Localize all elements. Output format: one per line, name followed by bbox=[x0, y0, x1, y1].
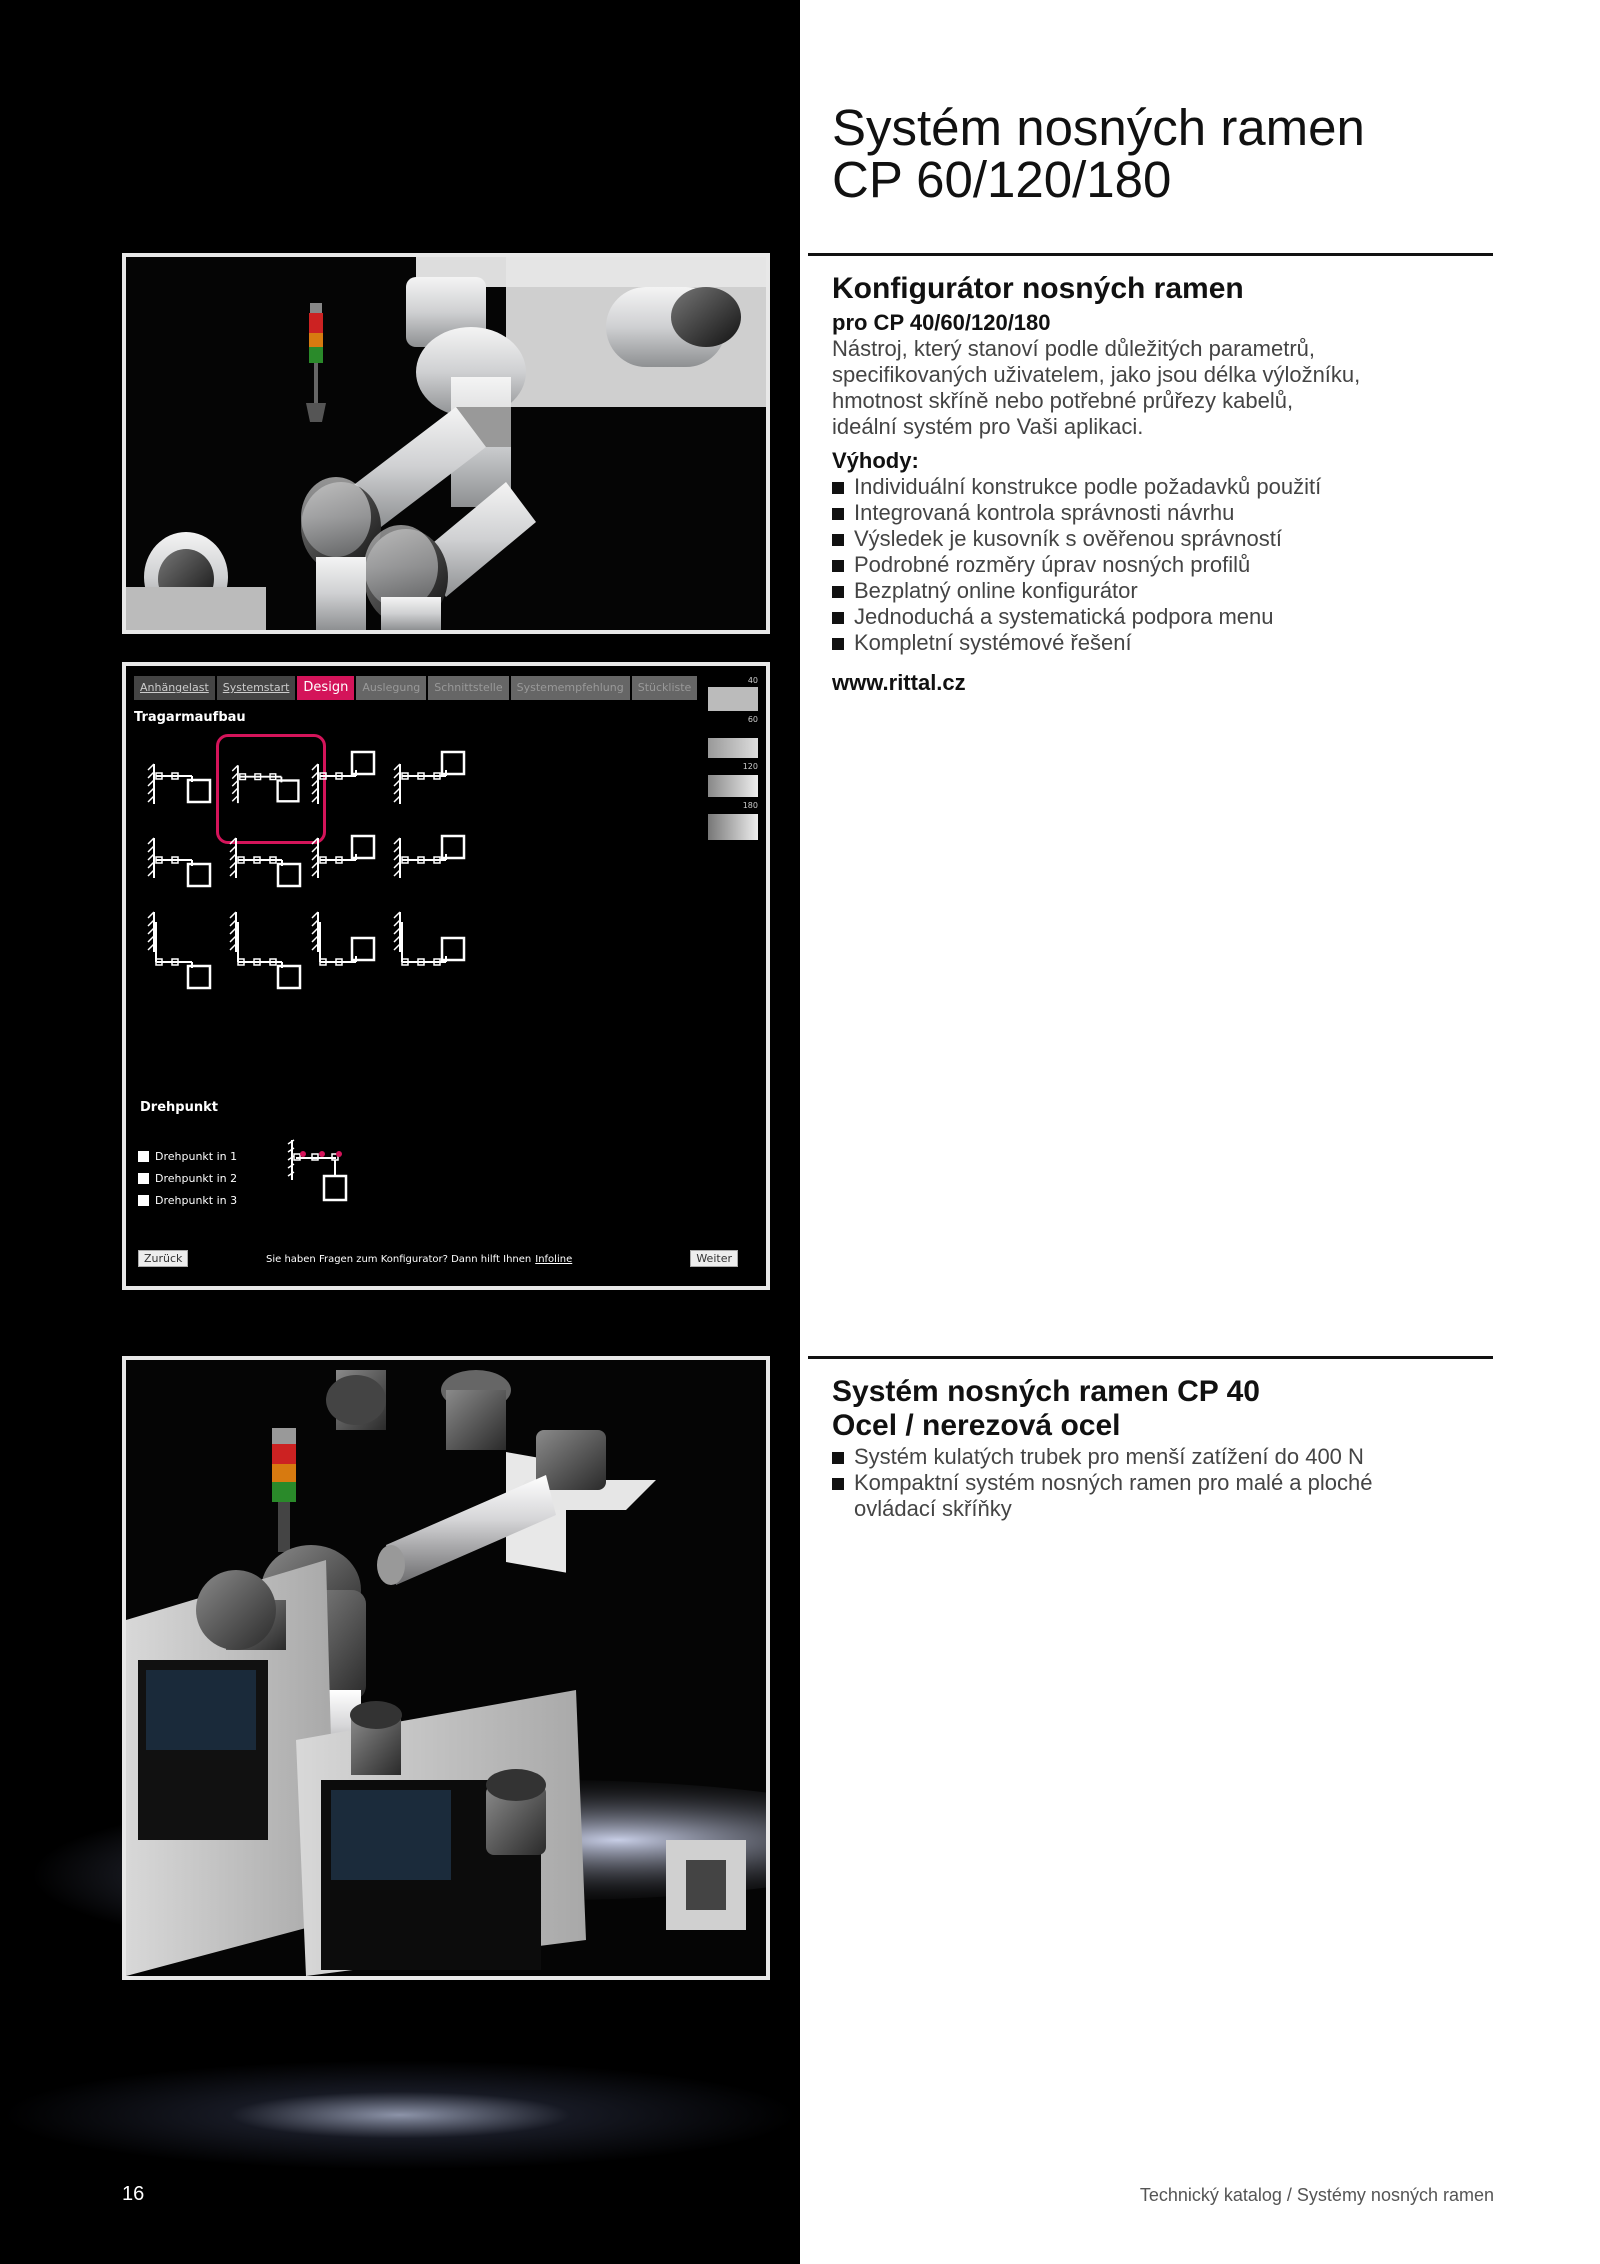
benefit-item: Kompletní systémové řešení bbox=[832, 630, 1512, 656]
profile-180-icon[interactable] bbox=[708, 814, 758, 840]
configurator-subtitle: pro CP 40/60/120/180 bbox=[832, 310, 1051, 335]
description-line: specifikovaných uživatelem, jako jsou délka výložníku, bbox=[832, 362, 1361, 387]
pivot-option-1[interactable] bbox=[138, 1150, 237, 1163]
tab-auslegung[interactable]: Auslegung bbox=[356, 676, 426, 700]
profile-60-icon[interactable] bbox=[708, 738, 758, 758]
support-arm-photo bbox=[122, 253, 770, 634]
description-line: ideální systém pro Vaši aplikaci. bbox=[832, 414, 1144, 439]
section-divider-1 bbox=[808, 253, 1493, 256]
benefit-item: Výsledek je kusovník s ověřenou správností bbox=[832, 526, 1512, 552]
help-text: Sie haben Fragen zum Konfigurator? Dann hilft Ihnen bbox=[266, 1254, 532, 1265]
pivot-option-3[interactable] bbox=[138, 1194, 237, 1207]
cp40-title-line-1: Systém nosných ramen CP 40 bbox=[832, 1375, 1260, 1408]
profile-40-icon[interactable] bbox=[708, 687, 758, 711]
cp40-section-title bbox=[832, 1375, 1260, 1443]
configurator-help bbox=[266, 1254, 572, 1265]
benefit-item: Podrobné rozměry úprav nosných profilů bbox=[832, 552, 1512, 578]
benefit-item: Individuální konstrukce podle požadavků použití bbox=[832, 474, 1512, 500]
checkbox[interactable] bbox=[138, 1195, 149, 1206]
configurator-section-title: Konfigurátor nosných ramen bbox=[832, 272, 1244, 305]
description-line: Nástroj, který stanoví podle důležitých parametrů, bbox=[832, 336, 1316, 361]
benefit-item: Bezplatný online konfigurátor bbox=[832, 578, 1512, 604]
tab-stueckliste[interactable]: Stückliste bbox=[632, 676, 698, 700]
page-title-line-2: CP 60/120/180 bbox=[832, 151, 1172, 208]
benefit-item: Jednoduchá a systematická podpora menu bbox=[832, 604, 1512, 630]
cp40-bullet-item bbox=[832, 1470, 1512, 1522]
tab-anhaengelast[interactable]: Anhängelast bbox=[134, 676, 215, 700]
pivot-diagram bbox=[286, 1136, 356, 1216]
footer-breadcrumb: Technický katalog / Systémy nosných ramen bbox=[1139, 2185, 1494, 2205]
page-number: 16 bbox=[122, 2183, 145, 2205]
configurator-screenshot bbox=[122, 662, 770, 1290]
size-label-60: 60 bbox=[747, 715, 758, 724]
cp40-title-line-2: Ocel / nerezová ocel bbox=[832, 1409, 1121, 1442]
bullet-line: ovládací skříňky bbox=[854, 1496, 1012, 1521]
size-label-40: 40 bbox=[747, 676, 758, 685]
tab-systemstart[interactable]: Systemstart bbox=[217, 676, 296, 700]
cp40-system-photo bbox=[122, 1356, 770, 1980]
cp40-bullet-item: Systém kulatých trubek pro menší zatížení do 400 N bbox=[832, 1444, 1512, 1470]
pivot-heading: Drehpunkt bbox=[140, 1100, 218, 1115]
benefit-item: Integrovaná kontrola správnosti návrhu bbox=[832, 500, 1512, 526]
next-button[interactable]: Weiter bbox=[690, 1250, 738, 1267]
back-button[interactable]: Zurück bbox=[138, 1250, 188, 1267]
configurator-section-body bbox=[832, 310, 1512, 696]
pivot-option-label: Drehpunkt in 2 bbox=[155, 1172, 238, 1185]
configurator-tabs bbox=[134, 676, 699, 700]
benefits-heading: Výhody: bbox=[832, 448, 919, 473]
pivot-option-label: Drehpunkt in 3 bbox=[155, 1194, 238, 1207]
bullet-line: Kompaktní systém nosných ramen pro malé a ploché bbox=[854, 1470, 1373, 1495]
size-label-120: 120 bbox=[742, 762, 758, 771]
profile-size-selector bbox=[708, 676, 758, 840]
pivot-option-label: Drehpunkt in 1 bbox=[155, 1150, 238, 1163]
arm-structure-heading: Tragarmaufbau bbox=[134, 710, 246, 725]
section-divider-2 bbox=[808, 1356, 1493, 1359]
tab-schnittstelle[interactable]: Schnittstelle bbox=[428, 676, 508, 700]
configurator-description bbox=[832, 336, 1512, 440]
size-label-180: 180 bbox=[742, 801, 758, 810]
cp40-bullets bbox=[832, 1444, 1512, 1522]
checkbox[interactable] bbox=[138, 1151, 149, 1162]
page-title-line-1: Systém nosných ramen bbox=[832, 99, 1365, 156]
arm-configuration-option[interactable] bbox=[380, 902, 490, 1012]
light-streak-bottom bbox=[0, 2060, 800, 2170]
pivot-option-2[interactable] bbox=[138, 1172, 237, 1185]
checkbox[interactable] bbox=[138, 1173, 149, 1184]
page-title bbox=[832, 99, 1552, 208]
tab-design[interactable]: Design bbox=[297, 676, 354, 700]
profile-120-icon[interactable] bbox=[708, 775, 758, 797]
infoline-link[interactable]: Infoline bbox=[535, 1254, 573, 1265]
tab-systemempfehlung[interactable]: Systemempfehlung bbox=[511, 676, 630, 700]
website-link[interactable]: www.rittal.cz bbox=[832, 670, 966, 695]
description-line: hmotnost skříně nebo potřebné průřezy kabelů, bbox=[832, 388, 1294, 413]
benefits-list bbox=[832, 474, 1512, 656]
